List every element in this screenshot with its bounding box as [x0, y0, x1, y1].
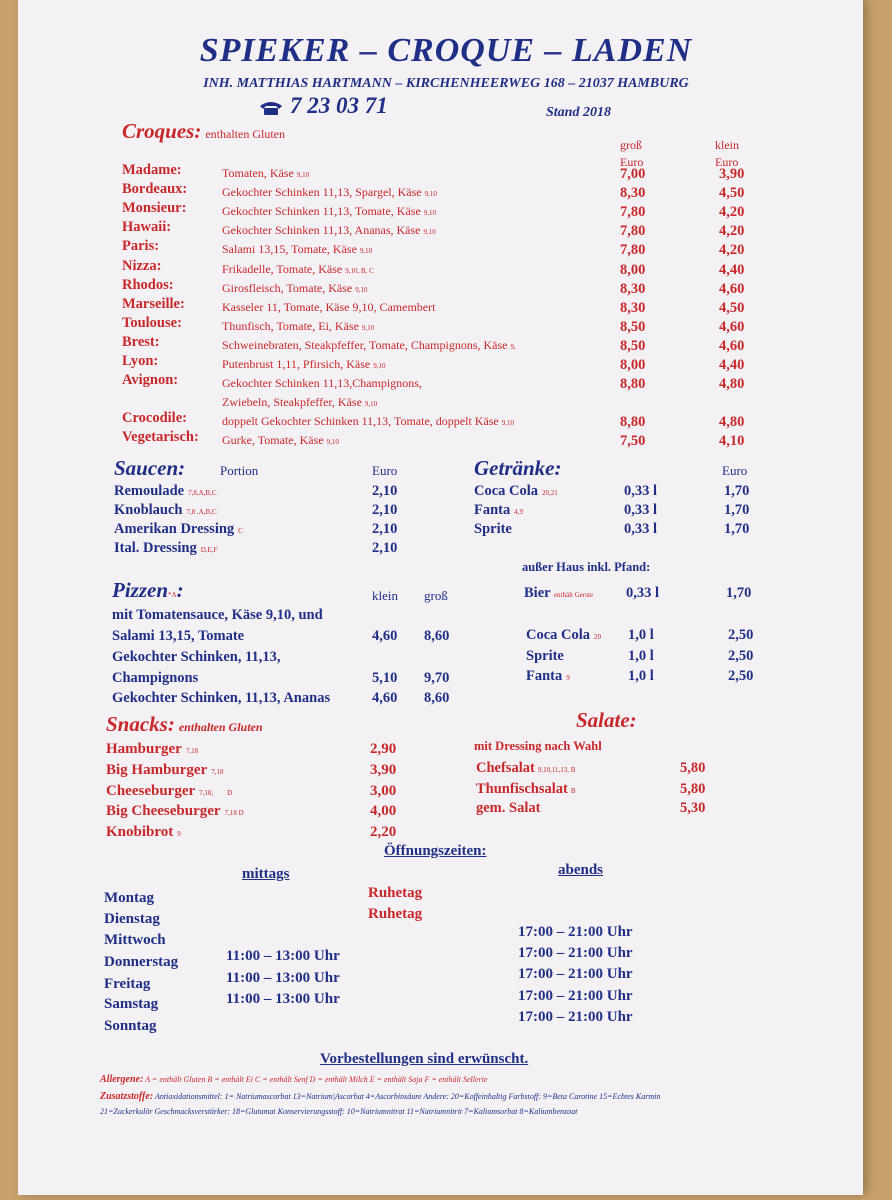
sauce-allergen: C	[238, 527, 243, 535]
croque-price-gross: 7,50	[620, 433, 646, 449]
croque-desc-text: Zwiebeln, Steakpfeffer, Käse	[222, 395, 362, 409]
hours-mittags-value: Ruhetag	[368, 906, 423, 922]
stand-date: Stand 2018	[546, 105, 611, 120]
bier-size: 0,33 l	[626, 585, 660, 601]
croque-description	[222, 376, 425, 391]
croque-description	[222, 223, 436, 238]
salad-allergen: 9,10,11,13, B	[537, 766, 576, 774]
pizza-line: Gekochter Schinken, 11,13,	[112, 649, 281, 665]
croque-desc-text: Schweinebraten, Steakpfeffer, Tomate, Champignons, Käse	[222, 338, 508, 352]
croque-allergen: 9,10	[424, 190, 437, 198]
croque-description	[222, 166, 309, 181]
allergene-label: Allergene:	[100, 1074, 144, 1085]
sauce-name: Ital. Dressing	[114, 540, 197, 556]
phone-number	[258, 93, 388, 119]
getraenke-euro: Euro	[722, 463, 748, 478]
saucen-title: Saucen:	[114, 456, 186, 480]
drink-large-size: 1,0 l	[628, 648, 654, 664]
croque-price-klein: 4,20	[719, 204, 745, 220]
snack-name: Knobibrot	[106, 824, 174, 840]
snack-price: 3,00	[370, 783, 397, 799]
sauce-price: 2,10	[372, 483, 398, 499]
pizzen-col-gross: groß	[424, 588, 448, 603]
croque-desc-text: Gekochter Schinken 11,13,Champignons,	[222, 376, 422, 390]
drink-large-name: Coca Cola	[526, 627, 591, 643]
croque-allergen: 9,10	[423, 228, 436, 236]
croque-description	[222, 319, 374, 334]
pizzen-heading: Pizzen*A:	[112, 578, 184, 602]
croque-desc-text: Putenbrust 1,11, Pfirsich, Käse	[222, 357, 371, 371]
croque-name: Monsieur:	[122, 200, 187, 216]
salad-price: 5,80	[680, 781, 706, 797]
snack-row	[106, 741, 198, 758]
croque-price-gross: 8,80	[620, 414, 646, 430]
croque-desc-text: Kasseler 11, Tomate, Käse 9,10, Camembert	[222, 300, 436, 314]
croque-price-klein: 4,20	[719, 223, 745, 239]
hours-day: Donnerstag	[104, 954, 179, 970]
hours-day: Sonntag	[104, 1018, 157, 1034]
croque-price-klein: 4,40	[719, 357, 745, 373]
saucen-portion: Portion	[220, 463, 259, 478]
drink-allergen: 4,9	[514, 508, 523, 516]
sauce-row	[114, 483, 217, 500]
salad-name: Chefsalat	[476, 760, 535, 776]
sauce-allergen: 7,8,A,B,C	[188, 489, 217, 497]
sauce-price: 2,10	[372, 540, 398, 556]
sauce-name: Amerikan Dressing	[114, 521, 235, 537]
croque-description	[222, 204, 436, 219]
hours-abends: abends	[558, 862, 604, 878]
drink-large-row	[526, 648, 568, 665]
hours-day: Freitag	[104, 976, 151, 992]
phone-text: 7 23 03 71	[290, 93, 388, 118]
drink-name: Coca Cola	[474, 483, 539, 499]
croque-name: Madame:	[122, 162, 182, 178]
croque-price-gross: 7,80	[620, 242, 646, 258]
croques-heading: Croques: enthalten Gluten	[122, 119, 285, 143]
drink-large-price: 2,50	[728, 648, 754, 664]
drink-large-row	[526, 668, 570, 685]
croque-name: Crocodile:	[122, 410, 187, 426]
sauce-price: 2,10	[372, 502, 398, 518]
snack-allergen: 7,18, D	[199, 789, 233, 797]
croques-col-euro-klein: Euro	[715, 155, 739, 169]
croque-desc-text: Thunfisch, Tomate, Ei, Käse	[222, 319, 359, 333]
croque-price-gross: 8,00	[620, 262, 646, 278]
saucen-euro: Euro	[372, 463, 398, 478]
croque-price-klein: 4,10	[719, 433, 745, 449]
snack-price: 2,90	[370, 741, 397, 757]
drink-size: 0,33 l	[624, 502, 658, 518]
snacks-heading	[106, 712, 263, 737]
croque-price-klein: 3,90	[719, 166, 745, 182]
hours-day: Samstag	[104, 996, 159, 1012]
croque-price-klein: 4,60	[719, 319, 745, 335]
croque-price-klein: 4,60	[719, 281, 745, 297]
drink-row	[474, 502, 523, 519]
croque-description	[222, 395, 377, 410]
address: INH. MATTHIAS HARTMANN – KIRCHENHEERWEG 168 – 21037 HAMBURG	[203, 76, 689, 91]
croque-price-gross: 8,50	[620, 338, 646, 354]
croque-description	[222, 185, 437, 200]
hours-abends-value: 17:00 – 21:00 Uhr	[518, 966, 633, 982]
croque-price-gross: 8,30	[620, 185, 646, 201]
hours-mittags-value: 11:00 – 13:00 Uhr	[226, 970, 340, 986]
allergene-line	[100, 1074, 487, 1085]
drink-price: 1,70	[724, 521, 750, 537]
croque-price-klein: 4,40	[719, 262, 745, 278]
ausser-haus-label: außer Haus inkl. Pfand:	[522, 560, 651, 574]
zusatz-line-2: 21=Zuckerkulör Geschmacksverstärker: 18=Glutamat Konservierungsstoff: 10=Natriumnitrat 11=Natriumnitrit 7=Kaliumsorbat 8=Kaliumbenzoat	[100, 1107, 578, 1116]
drink-allergen: 20,21	[542, 489, 558, 497]
croque-name: Vegetarisch:	[122, 429, 199, 445]
croque-name: Toulouse:	[122, 315, 182, 331]
croque-desc-text: Gekochter Schinken 11,13, Ananas, Käse	[222, 223, 421, 237]
croque-description	[222, 281, 368, 296]
salad-row	[476, 760, 575, 777]
hours-mittags-value: 11:00 – 13:00 Uhr	[226, 948, 340, 964]
pizza-price-gross: 8,60	[424, 690, 450, 706]
salate-title: Salate:	[576, 708, 637, 732]
croque-allergen: 9,10	[423, 209, 437, 217]
vorbestellung-note: Vorbestellungen sind erwünscht.	[320, 1051, 529, 1067]
sauce-name: Remoulade	[114, 483, 185, 499]
snack-row	[106, 783, 232, 800]
croque-desc-text: Tomaten, Käse	[222, 166, 294, 180]
sauce-row	[114, 521, 243, 538]
snack-allergen: 7,18	[211, 768, 224, 776]
croque-allergen: 9,10, B, C	[345, 267, 374, 275]
pizza-price-gross: 9,70	[424, 670, 450, 686]
drink-large-row	[526, 627, 601, 644]
snack-row	[106, 803, 244, 820]
hours-day: Dienstag	[104, 911, 160, 927]
allergene-text: A = enthält Gluten B = enthält Ei C = enthält Senf D = enthält Milch E = enthält Soja F = enthält Sellerie	[145, 1075, 488, 1084]
pizza-line: Salami 13,15, Tomate	[112, 628, 245, 644]
salate-note: mit Dressing nach Wahl	[474, 739, 602, 753]
sauce-row	[114, 502, 217, 519]
salad-price: 5,80	[680, 760, 706, 776]
hours-abends-value: 17:00 – 21:00 Uhr	[518, 988, 633, 1004]
page-title: SPIEKER – CROQUE – LADEN	[199, 32, 693, 69]
croque-description	[222, 357, 385, 372]
croque-description	[222, 338, 516, 353]
snacks-title: Snacks:	[106, 712, 175, 736]
croque-description	[222, 433, 339, 448]
salad-allergen: B	[570, 787, 576, 795]
croque-price-klein: 4,80	[719, 414, 745, 430]
sauce-price: 2,10	[372, 521, 398, 537]
croque-price-klein: 4,60	[719, 338, 745, 354]
croques-col-klein: klein	[715, 138, 739, 152]
salad-row	[476, 781, 576, 798]
croque-price-gross: 8,30	[620, 300, 646, 316]
croque-name: Paris:	[122, 238, 160, 254]
pizzen-col-klein: klein	[372, 588, 398, 603]
hours-abends-value: 17:00 – 21:00 Uhr	[518, 1009, 633, 1025]
zusatz-line	[100, 1091, 660, 1102]
snack-row	[106, 824, 181, 841]
drink-row	[474, 521, 516, 538]
drink-large-size: 1,0 l	[628, 627, 654, 643]
drink-price: 1,70	[724, 502, 750, 518]
croque-desc-text: Gekochter Schinken 11,13, Spargel, Käse	[222, 185, 422, 199]
croque-price-gross: 8,00	[620, 357, 646, 373]
croque-allergen: 9,10	[355, 286, 368, 294]
croque-allergen: 9,10	[296, 171, 310, 179]
snack-allergen: 9	[177, 830, 181, 838]
croques-title: Croques	[122, 119, 195, 143]
pizza-line-2: Champignons	[112, 670, 199, 686]
snack-name: Big Cheeseburger	[106, 803, 221, 819]
hours-day: Mittwoch	[104, 932, 166, 948]
snack-allergen: 7,18 D	[224, 809, 244, 817]
drink-row	[474, 483, 558, 500]
hours-mittags: mittags	[242, 866, 290, 882]
drink-large-size: 1,0 l	[628, 668, 654, 684]
croque-description	[222, 300, 438, 315]
drink-size: 0,33 l	[624, 483, 658, 499]
drink-name: Fanta	[474, 502, 511, 518]
croque-price-klein: 4,50	[719, 185, 745, 201]
zusatz-text: Antioxidationsmittel: 1= Natriumascorbat 13=Natrium|Ascorbat 4=Ascorbinsäure Andere: 20=Koffeinhaltig Farbstoff: 9=Beta Carotine 15=Echtes Karmin	[155, 1092, 661, 1101]
pizzen-intro: mit Tomatensauce, Käse 9,10, und	[112, 607, 323, 623]
snack-price: 3,90	[370, 762, 397, 778]
bier-allergen: enthält Gerste	[553, 591, 594, 599]
hours-abends-value: 17:00 – 21:00 Uhr	[518, 924, 633, 940]
snack-name: Hamburger	[106, 741, 182, 757]
drink-large-allergen: 20	[594, 633, 602, 641]
hours-abends-value: 17:00 – 21:00 Uhr	[518, 945, 633, 961]
croque-description	[222, 242, 372, 257]
zusatz-label: Zusatzstoffe:	[100, 1091, 154, 1102]
croque-description	[222, 262, 374, 277]
drink-large-price: 2,50	[728, 668, 754, 684]
croque-price-klein: 4,20	[719, 242, 745, 258]
croque-price-klein: 4,80	[719, 376, 745, 392]
salad-price: 5,30	[680, 800, 706, 816]
salad-row	[476, 800, 543, 817]
getraenke-title: Getränke:	[474, 456, 562, 480]
drink-large-price: 2,50	[728, 627, 754, 643]
salad-name: gem. Salat	[476, 800, 541, 816]
croque-name: Lyon:	[122, 353, 159, 369]
croque-name: Hawaii:	[122, 219, 172, 235]
pizza-price-klein: 5,10	[372, 670, 398, 686]
pizza-line: Gekochter Schinken, 11,13, Ananas	[112, 690, 331, 706]
snack-price: 2,20	[370, 824, 397, 840]
croques-col-euro-gross: Euro	[620, 155, 644, 169]
hours-mittags-value: 11:00 – 13:00 Uhr	[226, 991, 340, 1007]
drink-name: Sprite	[474, 521, 512, 537]
croque-allergen: 9,10	[501, 419, 515, 427]
hours-day: Montag	[104, 890, 154, 906]
croque-desc-text: Gurke, Tomate, Käse	[222, 433, 324, 447]
croques-col-gross: groß	[620, 138, 642, 152]
croque-description	[222, 414, 514, 429]
croque-price-gross: 8,30	[620, 281, 646, 297]
pizza-price-klein: 4,60	[372, 690, 398, 706]
croque-allergen: 9,10	[373, 362, 386, 370]
croque-name: Marseille:	[122, 296, 185, 312]
croque-desc-text: Salami 13,15, Tomate, Käse	[222, 242, 357, 256]
croque-price-gross: 7,80	[620, 204, 646, 220]
hours-title: Öffnungszeiten:	[384, 843, 487, 859]
croque-price-gross: 8,80	[620, 376, 646, 392]
croque-name: Bordeaux:	[122, 181, 188, 197]
salad-name: Thunfischsalat	[476, 781, 568, 797]
pizza-price-gross: 8,60	[424, 628, 450, 644]
snack-price: 4,00	[370, 803, 397, 819]
snack-row	[106, 762, 224, 779]
croque-allergen: 9,10	[361, 324, 375, 332]
croque-allergen: 9,10	[364, 400, 378, 408]
croque-allergen: 9,10	[326, 438, 339, 446]
croque-name: Nizza:	[122, 258, 162, 274]
sauce-row	[114, 540, 217, 557]
drink-large-name: Fanta	[526, 668, 563, 684]
drink-price: 1,70	[724, 483, 750, 499]
croque-name: Rhodos:	[122, 277, 174, 293]
croque-name: Avignon:	[122, 372, 179, 388]
drink-large-name: Sprite	[526, 648, 564, 664]
bier-name: Bier	[524, 585, 551, 601]
sauce-allergen: D,E,F	[200, 546, 218, 554]
snack-name: Big Hamburger	[106, 762, 208, 778]
croque-allergen: 9,10	[359, 247, 373, 255]
hours-mittags-value: Ruhetag	[368, 885, 423, 901]
snack-name: Cheeseburger	[106, 783, 196, 799]
pizzen-title-allergen: *A	[168, 591, 177, 599]
croque-desc-text: Girosfleisch, Tomate, Käse	[222, 281, 353, 295]
bier-row	[524, 585, 593, 602]
croque-allergen: 9,	[510, 343, 516, 351]
snacks-note: enthalten Gluten	[178, 720, 263, 734]
croque-desc-text: Frikadelle, Tomate, Käse	[222, 262, 343, 276]
croque-price-gross: 7,80	[620, 223, 646, 239]
drink-large-allergen: 9	[566, 674, 570, 682]
pizzen-title: Pizzen	[112, 578, 169, 602]
croque-price-klein: 4,50	[719, 300, 745, 316]
phone-icon	[258, 100, 284, 116]
croque-name: Brest:	[122, 334, 160, 350]
croque-desc-text: doppelt Gekochter Schinken 11,13, Tomate, doppelt Käse	[222, 414, 499, 428]
croque-desc-text: Gekochter Schinken 11,13, Tomate, Käse	[222, 204, 421, 218]
croques-note: enthalten Gluten	[205, 127, 285, 141]
sauce-allergen: 7,8 ,A,B,C	[186, 508, 217, 516]
croque-price-gross: 8,50	[620, 319, 646, 335]
bier-price: 1,70	[726, 585, 752, 601]
sauce-name: Knoblauch	[114, 502, 183, 518]
snack-allergen: 7,18	[185, 747, 199, 755]
drink-size: 0,33 l	[624, 521, 658, 537]
pizza-price-klein: 4,60	[372, 628, 398, 644]
croque-price-gross: 7,00	[620, 166, 646, 182]
